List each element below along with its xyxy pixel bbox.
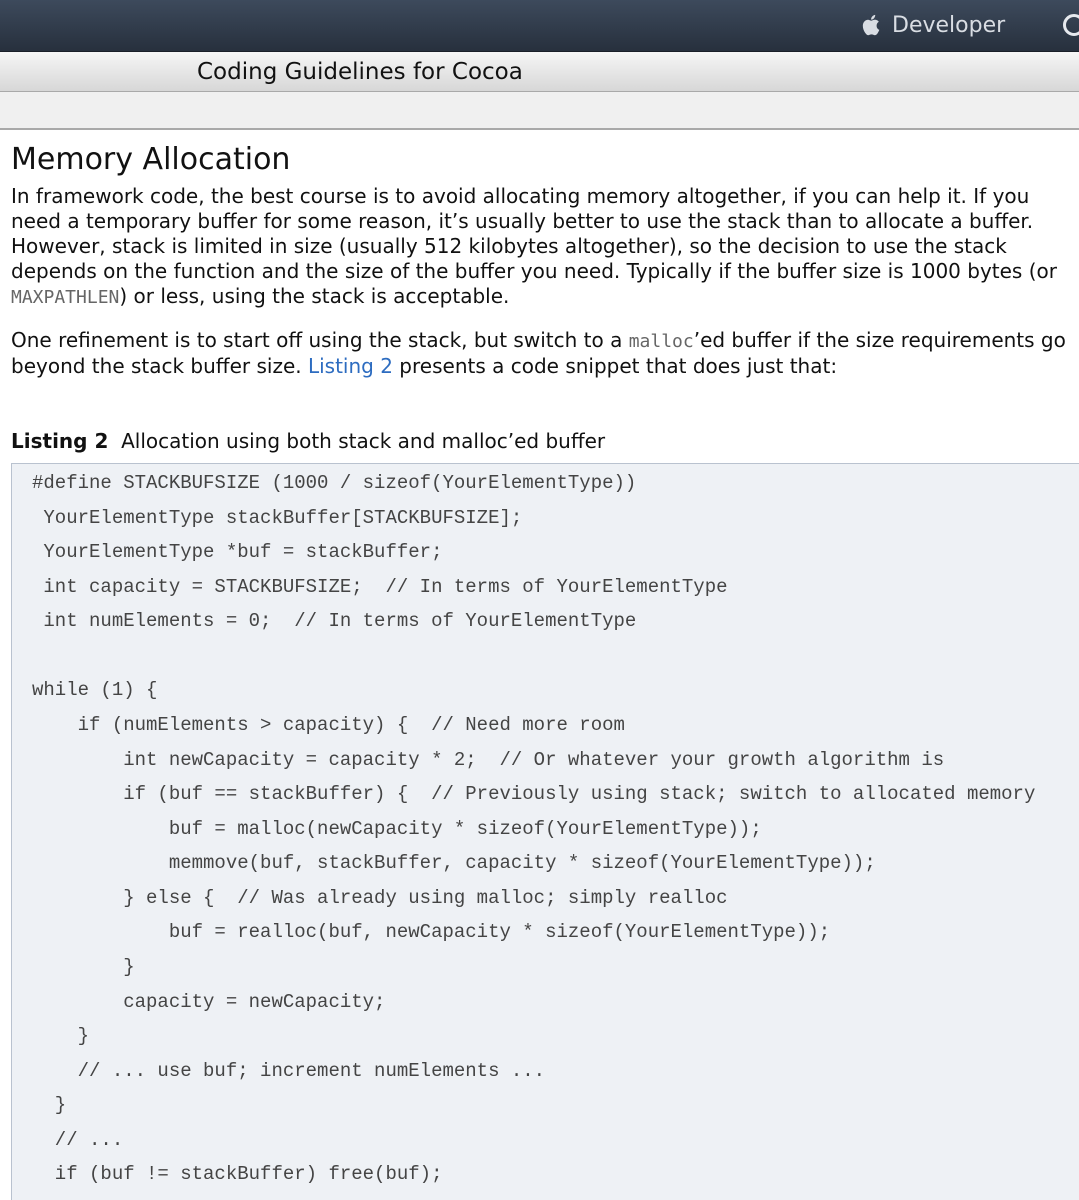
code-line: while (1) { bbox=[32, 679, 158, 701]
developer-home-link[interactable] bbox=[862, 10, 1005, 40]
code-line: } else { // Was already using malloc; simply realloc bbox=[32, 887, 728, 909]
code-line: buf = realloc(buf, newCapacity * sizeof(YourElementType)); bbox=[32, 921, 831, 943]
code-line: } bbox=[32, 956, 135, 978]
code-line: capacity = newCapacity; bbox=[32, 991, 386, 1013]
code-line: int numElements = 0; // In terms of YourElementType bbox=[32, 610, 637, 632]
doc-title[interactable]: Coding Guidelines for Cocoa bbox=[197, 59, 523, 85]
listing-caption bbox=[11, 426, 605, 456]
code-line: if (buf == stackBuffer) { // Previously using stack; switch to allocated memory bbox=[32, 783, 1036, 805]
code-line: YourElementType *buf = stackBuffer; bbox=[32, 541, 443, 563]
paragraph-intro-text: In framework code, the best course is to avoid allocating memory altogether, if you can help it. If you need a temporary buffer for some reason, it’s usually better to use the stack than to allocate a buffer. However, stack is limited in size (usually 512 kilobytes altogether), so the decision to use the stack depends on the function and the size of the buffer you need. Typically if the buffer size is 1000 bytes (or bbox=[11, 184, 1057, 283]
code-line: if (buf != stackBuffer) free(buf); bbox=[32, 1163, 443, 1185]
paragraph-refinement-before: One refinement is to start off using the stack, but switch to a bbox=[11, 328, 629, 352]
code-listing bbox=[11, 463, 1079, 1200]
global-nav-bar bbox=[0, 0, 1079, 52]
code-line: // ... bbox=[32, 1129, 124, 1151]
paragraph-refinement bbox=[11, 328, 1075, 379]
paragraph-intro bbox=[11, 184, 1075, 310]
code-line: #define STACKBUFSIZE (1000 / sizeof(YourElementType)) bbox=[32, 472, 637, 494]
code-line: int newCapacity = capacity * 2; // Or whatever your growth algorithm is bbox=[32, 749, 945, 771]
code-maxpathlen: MAXPATHLEN bbox=[11, 287, 120, 308]
code-line: } bbox=[32, 1094, 67, 1116]
code-line: buf = malloc(newCapacity * sizeof(YourElementType)); bbox=[32, 818, 762, 840]
paragraph-refinement-after: presents a code snippet that does just that: bbox=[392, 354, 838, 378]
doc-title-bar bbox=[0, 52, 1079, 92]
code-line: if (numElements > capacity) { // Need more room bbox=[32, 714, 625, 736]
doc-sub-toolbar bbox=[0, 92, 1079, 130]
code-line: int capacity = STACKBUFSIZE; // In terms of YourElementType bbox=[32, 576, 728, 598]
apple-logo-icon bbox=[862, 13, 882, 37]
search-icon[interactable] bbox=[1063, 14, 1079, 36]
paragraph-intro-tail: ) or less, using the stack is acceptable. bbox=[119, 284, 510, 308]
article-content bbox=[11, 140, 1075, 379]
code-malloc: malloc bbox=[628, 331, 694, 352]
paragraph-refinement-middle: ’ed buffer if the size requirements go beyond the stack buffer size. bbox=[11, 328, 1066, 378]
code-line: YourElementType stackBuffer[STACKBUFSIZE]; bbox=[32, 507, 523, 529]
code-line: // ... use buf; increment numElements ... bbox=[32, 1060, 546, 1082]
listing-caption-text: Allocation using both stack and malloc’ed buffer bbox=[121, 429, 606, 453]
code-line: memmove(buf, stackBuffer, capacity * sizeof(YourElementType)); bbox=[32, 852, 876, 874]
listing-2-link[interactable]: Listing 2 bbox=[307, 354, 393, 378]
brand-label: Developer bbox=[892, 12, 1006, 38]
listing-label: Listing 2 bbox=[11, 429, 109, 453]
code-line: } bbox=[32, 1025, 90, 1047]
section-heading: Memory Allocation bbox=[11, 142, 291, 177]
